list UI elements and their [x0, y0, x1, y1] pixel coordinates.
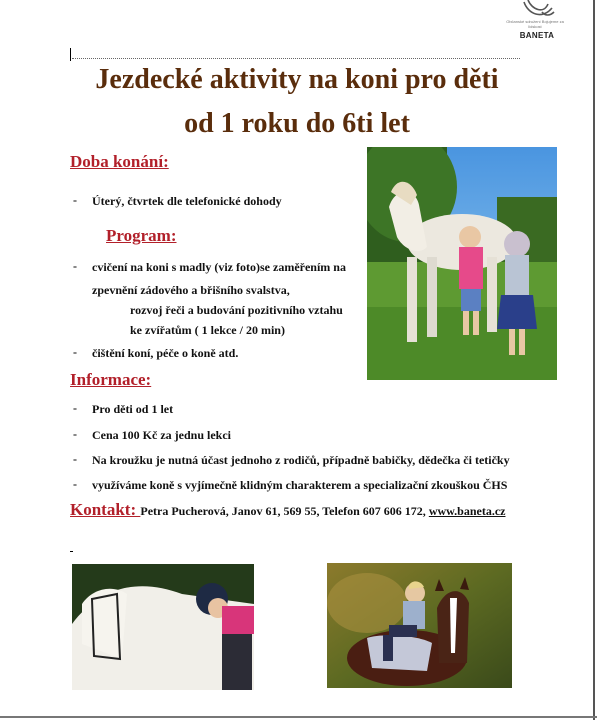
contact-line: [70, 500, 505, 520]
text-cursor: [70, 48, 71, 61]
bullet-dash: -: [73, 401, 77, 415]
child-hugging-pony-photo: [72, 564, 254, 690]
bullet-dash: -: [73, 452, 77, 466]
boy-riding-pony-photo: [327, 563, 512, 688]
program-item: rozvoj řeči a budování pozitivního vztahu: [130, 303, 343, 317]
program-item: zpevnění zádového a břišního svalstva,: [92, 283, 290, 297]
bullet-dash: -: [73, 193, 77, 207]
page-edge-bottom: [0, 716, 597, 718]
title-line-2: od 1 roku do 6ti let: [184, 108, 410, 139]
header-dotted-line: [72, 58, 520, 59]
bullet-dash: -: [73, 477, 77, 491]
text-mark: [70, 551, 73, 552]
program-item: ke zvířatům ( 1 lekce / 20 min): [130, 323, 285, 337]
info-item: Pro děti od 1 let: [92, 402, 174, 416]
pony-with-children-photo: [367, 147, 557, 380]
contact-label: Kontakt:: [70, 500, 141, 519]
info-item: využíváme koně s vyjímečně klidným charakterem a specializační zkouškou ČHS: [92, 478, 508, 492]
informace-heading: Informace:: [70, 370, 152, 389]
program-item: cvičení na koni s madly (viz foto)se zaměřením na: [92, 260, 346, 274]
bullet-dash: -: [73, 427, 77, 441]
website-link[interactable]: www.baneta.cz: [428, 504, 506, 518]
bullet-dash: -: [73, 345, 77, 359]
logo-name: BANETA: [519, 31, 555, 40]
logo-subtitle: Občanské sdružení Bojujeme za lidskost: [506, 19, 564, 29]
bullet-dash: -: [73, 259, 77, 273]
title-line-1: Jezdecké aktivity na koni pro děti: [95, 64, 499, 95]
doba-heading: Doba konání:: [70, 152, 169, 171]
program-heading: Program:: [106, 226, 177, 245]
info-item: Na kroužku je nutná účast jednoho z rodičů, případně babičky, dědečka či tetičky: [92, 453, 510, 467]
contact-text: Petra Pucherová, Janov 61, 569 55, Telefon 607 606 172,: [140, 504, 429, 518]
page-edge-right: [593, 0, 595, 720]
doba-item: Úterý, čtvrtek dle telefonické dohody: [92, 194, 282, 208]
program-item: čištění koní, péče o koně atd.: [92, 346, 239, 360]
info-item: Cena 100 Kč za jednu lekci: [92, 428, 231, 442]
